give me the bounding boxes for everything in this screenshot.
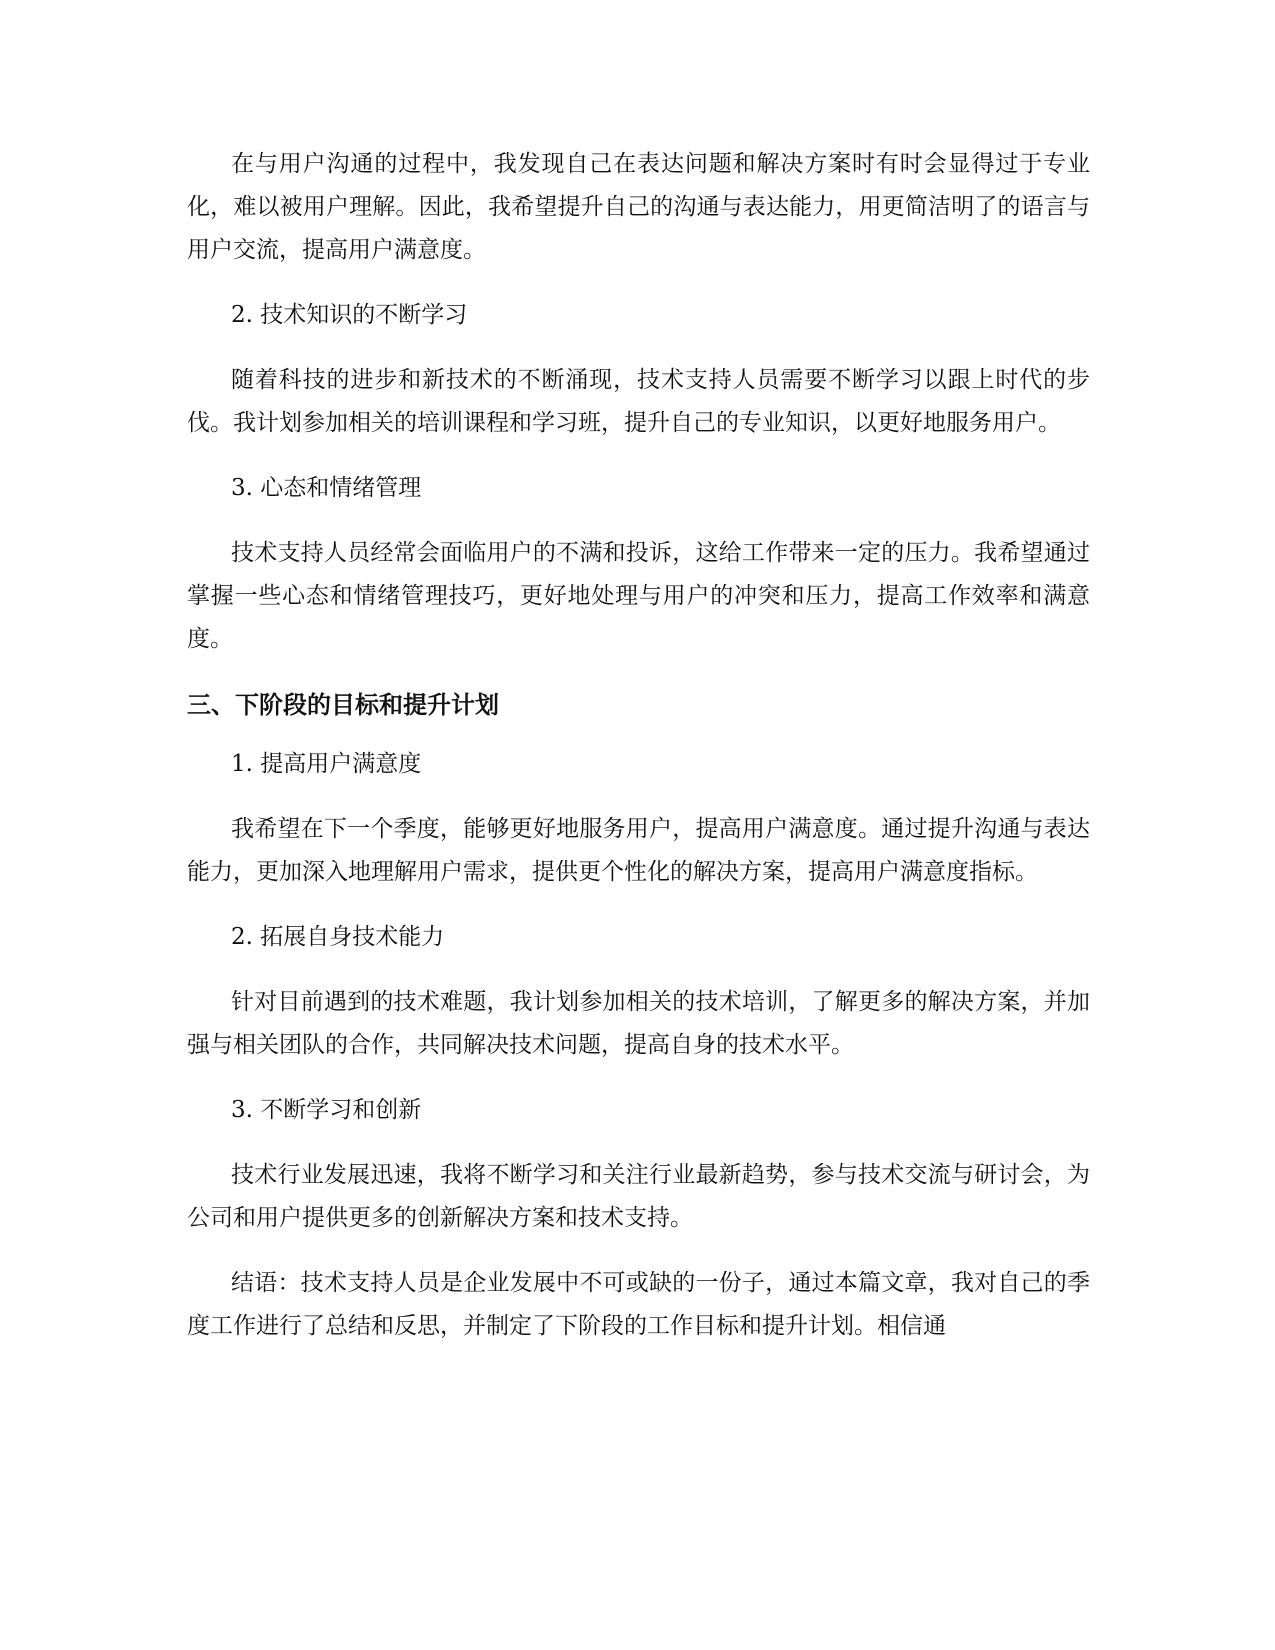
subheading-user-satisfaction: 1. 提高用户满意度: [231, 751, 422, 777]
paragraph-emotion-management: 技术支持人员经常会面临用户的不满和投诉，这给工作带来一定的压力。我希望通过掌握一些心态和情绪管理技巧，更好地处理与用户的冲突和压力，提高工作效率和满意度。: [187, 540, 1090, 652]
paragraph-user-satisfaction: 我希望在下一个季度，能够更好地服务用户，提高用户满意度。通过提升沟通与表达能力，更加深入地理解用户需求，提供更个性化的解决方案，提高用户满意度指标。: [187, 816, 1090, 885]
paragraph-technical-learning: 随着科技的进步和新技术的不断涌现，技术支持人员需要不断学习以跟上时代的步伐。我计划参加相关的培训课程和学习班，提升自己的专业知识，以更好地服务用户。: [187, 367, 1090, 436]
paragraph-technical-ability: 针对目前遇到的技术难题，我计划参加相关的技术培训，了解更多的解决方案，并加强与相关团队的合作，共同解决技术问题，提高自身的技术水平。: [187, 989, 1090, 1058]
paragraph-learning-innovation: 技术行业发展迅速，我将不断学习和关注行业最新趋势，参与技术交流与研讨会，为公司和用户提供更多的创新解决方案和技术支持。: [187, 1162, 1090, 1231]
subheading-technical-learning: 2. 技术知识的不断学习: [231, 302, 468, 328]
subheading-learning-innovation: 3. 不断学习和创新: [231, 1097, 422, 1123]
paragraph-communication: 在与用户沟通的过程中，我发现自己在表达问题和解决方案时有时会显得过于专业化，难以被用户理解。因此，我希望提升自己的沟通与表达能力，用更简洁明了的语言与用户交流，提高用户满意度。: [187, 151, 1090, 263]
document-body: [187, 143, 1090, 1370]
subheading-emotion-management: 3. 心态和情绪管理: [231, 475, 422, 501]
paragraph-conclusion: 结语：技术支持人员是企业发展中不可或缺的一份子，通过本篇文章，我对自己的季度工作进行了总结和反思，并制定了下阶段的工作目标和提升计划。相信通: [187, 1270, 1090, 1339]
section-heading-next-stage: 三、下阶段的目标和提升计划: [187, 691, 499, 719]
subheading-technical-ability: 2. 拓展自身技术能力: [231, 924, 445, 950]
